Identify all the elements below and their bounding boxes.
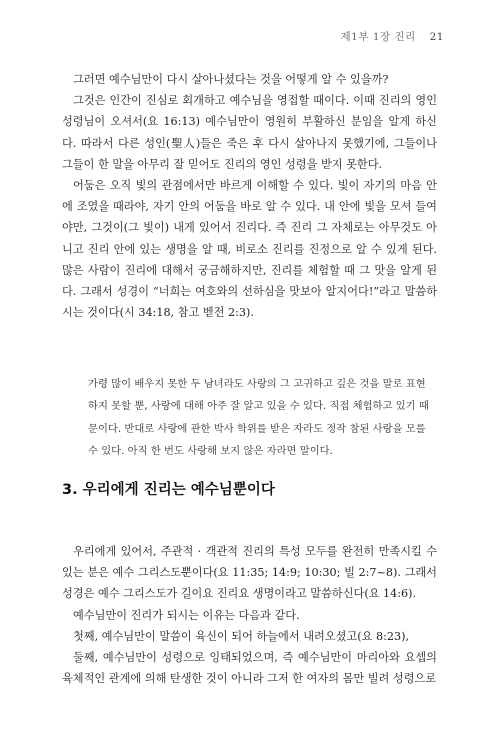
section-title: 3. 우리에게 진리는 예수님뿐이다 — [62, 482, 275, 498]
paragraph: 우리에게 있어서, 주관적 · 객관적 진리의 특성 모두를 완전히 만족시킬 수 있는 분은 예수 그리스도뿐이다(요 11:35; 14:9; 10:30; 빌 2:7~8). 그래서 성경은 예수 그리스도가 길이요 진리요 생명이라고 말씀하신다(요 14:6). — [62, 545, 437, 601]
paragraph: 어둠은 오직 빛의 관점에서만 바르게 이해할 수 있다. 빛이 자기의 마음 안에 조였을 때라야, 자기 안의 어둠을 바로 알 수 있다. 내 안에 빛을 모셔 들여야만, 그것이(그 빛이) 내게 있어서 진리다. 즉 진리 그 자체로는 아무것도 아니고 진리 안에 있는 생명을 알 때, 비로소 진리를 진정으로 알 수 있게 된다. 많은 사람이 진리에 대해서 궁금해하지만, 진리를 체험할 때 그 맛을 알게 된다. 그래서 성경이 “너희는 여호와의 선하심을 맛보아 알지어다!”라고 말씀하시는 것이다(시 34:18, 참고 벧전 2:3). — [62, 179, 437, 320]
top-text-block — [62, 69, 437, 323]
paragraph: 그러면 예수님만이 다시 살아나셨다는 것을 어떻게 알 수 있을까? — [73, 73, 389, 86]
paragraph: 그것은 인간이 진심로 회개하고 예수님을 영접할 때이다. 이때 진리의 영인 성령님이 오셔서(요 16:13) 예수님만이 영원히 부활하신 분임을 알게 하신다. 따라서 다른 성인(聖人)들은 죽은 후 다시 살아나지 못했기에, 그들이나 그들이 한 말을 아무리 잘 믿어도 진리의 영인 성령을 받지 못한다. — [62, 94, 437, 171]
running-title: 제1부 1장 진리 — [340, 31, 416, 43]
bottom-text-block — [62, 541, 437, 689]
paragraph: 둘째, 예수님만이 성령으로 잉태되었으며, 즉 예수님만이 마리아와 요셉의 육체적인 관계에 의해 탄생한 것이 아니라 그저 한 여자의 몸만 빌려 성령으로 — [62, 651, 437, 686]
page-number: 21 — [429, 31, 444, 43]
running-header — [341, 29, 444, 44]
quote-box: 가령 많이 배우지 못한 두 남녀라도 사랑의 그 고귀하고 깊은 것을 말로 표현하지 못할 뿐, 사랑에 대해 아주 잘 알고 있을 수 있다. 직접 체험하고 있기 때문이다. 반대로 사랑에 관한 박사 학위를 받은 자라도 정작 참된 사랑을 모를 수 있다. 아직 한 번도 사랑해 보지 않은 자라면 말이다. — [88, 378, 429, 457]
paragraph: 예수님만이 진리가 되시는 이유는 다음과 같다. — [73, 608, 300, 622]
paragraph: 첫째, 예수님만이 말씀이 육신이 되어 하늘에서 내려오셨고(요 8:23), — [73, 629, 410, 643]
